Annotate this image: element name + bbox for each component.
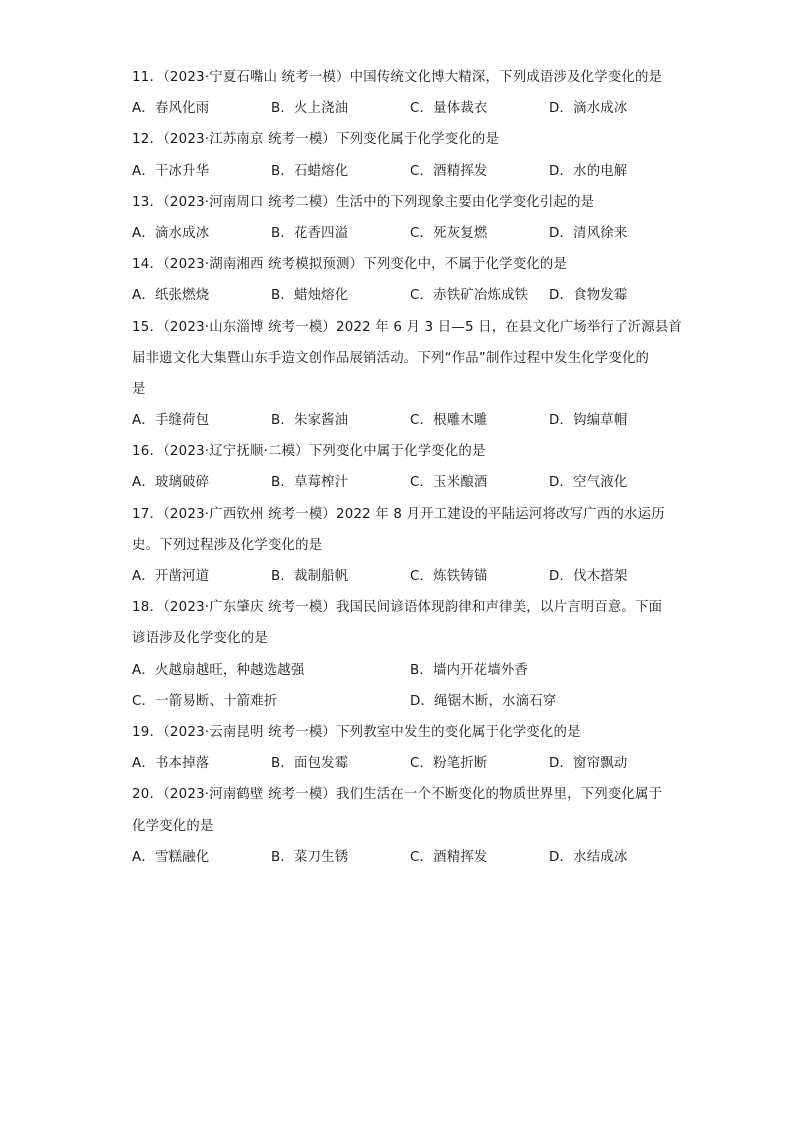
question-stem: 19．（2023·云南昆明 统考一模）下列教室中发生的变化属于化学变化的是 <box>132 724 581 740</box>
option-b[interactable]: B．墙内开花墙外香 <box>410 662 529 678</box>
option-b[interactable]: B．菜刀生锈 <box>271 849 349 865</box>
question-11 <box>132 62 672 124</box>
option-a[interactable]: A．火越扇越旺，种越选越强 <box>132 662 305 678</box>
option-b[interactable]: B．面包发霉 <box>271 756 349 772</box>
option-a[interactable]: A．干冰升华 <box>132 163 210 179</box>
question-20 <box>132 779 672 873</box>
question-19 <box>132 717 672 779</box>
question-stem: 20．（2023·河南鹤壁 统考一模）我们生活在一个不断变化的物质世界里，下列变化属于 <box>132 787 663 803</box>
option-a[interactable]: A．开凿河道 <box>132 569 210 584</box>
option-b[interactable]: B．火上浇油 <box>271 101 349 117</box>
option-a[interactable]: A．手缝荷包 <box>132 413 210 429</box>
question-stem: 12．（2023·江苏南京 统考一模）下列变化属于化学变化的是 <box>132 132 500 148</box>
option-c[interactable]: C．粉笔折断 <box>410 756 488 772</box>
answer-options <box>132 467 672 498</box>
question-list <box>132 62 683 873</box>
question-stem: 17．（2023·广西钦州 统考一模）2022 年 8 月开工建设的平陆运河将改写广西的水运历 <box>132 506 665 522</box>
answer-options <box>132 156 672 187</box>
answer-options <box>132 93 672 124</box>
option-c[interactable]: C．赤铁矿冶炼成铁 <box>410 288 529 304</box>
option-d[interactable]: D．食物发霉 <box>549 288 628 304</box>
answer-options <box>132 561 672 592</box>
question-stem: 13．（2023·河南周口 统考二模）生活中的下列现象主要由化学变化引起的是 <box>132 194 595 210</box>
option-d[interactable]: D．伐木搭架 <box>549 569 628 584</box>
option-c[interactable]: C．炼铁铸锚 <box>410 569 488 584</box>
option-a[interactable]: A．雪糕融化 <box>132 849 210 865</box>
option-c[interactable]: C．根雕木雕 <box>410 413 488 429</box>
question-stem: 15．（2023·山东淄博 统考一模）2022 年 6 月 3 日—5 日，在县文化广场举行了沂源县首 <box>132 319 683 335</box>
option-c[interactable]: C．死灰复燃 <box>410 225 488 241</box>
option-b[interactable]: B．蜡烛熔化 <box>271 288 349 304</box>
question-13 <box>132 187 672 249</box>
option-d[interactable]: D．窗帘飘动 <box>549 756 628 772</box>
option-a[interactable]: A．滴水成冰 <box>132 225 210 241</box>
question-14 <box>132 249 672 311</box>
option-d[interactable]: D．滴水成冰 <box>549 101 628 117</box>
question-12 <box>132 124 672 186</box>
option-d[interactable]: D．水的电解 <box>549 163 628 179</box>
answer-options <box>132 842 672 873</box>
question-stem: 11．（2023·宁夏石嘴山 统考一模）中国传统文化博大精深，下列成语涉及化学变化的是 <box>132 70 663 85</box>
option-b[interactable]: B．石蜡熔化 <box>271 163 349 179</box>
question-stem-continued: 史。下列过程涉及化学变化的是 <box>132 537 323 553</box>
question-18 <box>132 592 672 717</box>
option-d[interactable]: D．清风徐来 <box>549 225 628 241</box>
answer-options <box>132 218 672 249</box>
option-a[interactable]: A．纸张燃烧 <box>132 288 210 304</box>
question-stem: 14．（2023·湖南湘西 统考模拟预测）下列变化中，不属于化学变化的是 <box>132 257 568 273</box>
option-b[interactable]: B．草莓榨汁 <box>271 475 349 491</box>
option-c[interactable]: C．酒精挥发 <box>410 849 488 865</box>
question-15 <box>132 312 683 437</box>
option-c[interactable]: C．量体裁衣 <box>410 101 488 117</box>
option-b[interactable]: B．花香四溢 <box>271 225 349 241</box>
question-stem: 16．（2023·辽宁抚顺·二模）下列变化中属于化学变化的是 <box>132 444 486 460</box>
answer-options-row-1 <box>132 655 672 686</box>
question-stem-continued: 是 <box>132 381 146 397</box>
answer-options-row-2 <box>132 686 672 717</box>
question-stem: 18．（2023·广东肇庆 统考一模）我国民间谚语体现韵律和声律美，以片言明百意。下面 <box>132 600 663 616</box>
option-c[interactable]: C．一箭易断、十箭难折 <box>132 693 278 709</box>
question-stem-continued: 化学变化的是 <box>132 818 214 834</box>
answer-options <box>132 748 672 779</box>
answer-options <box>132 280 672 311</box>
option-a[interactable]: A．春风化雨 <box>132 101 210 117</box>
option-c[interactable]: C．玉米酿酒 <box>410 475 488 491</box>
option-d[interactable]: D．空气液化 <box>549 475 628 491</box>
option-d[interactable]: D．绳锯木断，水滴石穿 <box>410 693 557 709</box>
question-17 <box>132 499 672 593</box>
question-stem-continued: 谚语涉及化学变化的是 <box>132 631 268 647</box>
option-a[interactable]: A．书本掉落 <box>132 756 210 772</box>
option-c[interactable]: C．酒精挥发 <box>410 163 488 179</box>
option-b[interactable]: B．裁制船帆 <box>271 569 349 584</box>
answer-options <box>132 405 672 436</box>
question-stem-continued: 届非遗文化大集暨山东手造文创作品展销活动。下列“作品”制作过程中发生化学变化的 <box>132 350 650 366</box>
option-d[interactable]: D．水结成冰 <box>549 849 628 865</box>
option-a[interactable]: A．玻璃破碎 <box>132 475 210 491</box>
option-b[interactable]: B．朱家酱油 <box>271 413 349 429</box>
question-16 <box>132 436 672 498</box>
option-d[interactable]: D．钩编草帽 <box>549 413 628 429</box>
